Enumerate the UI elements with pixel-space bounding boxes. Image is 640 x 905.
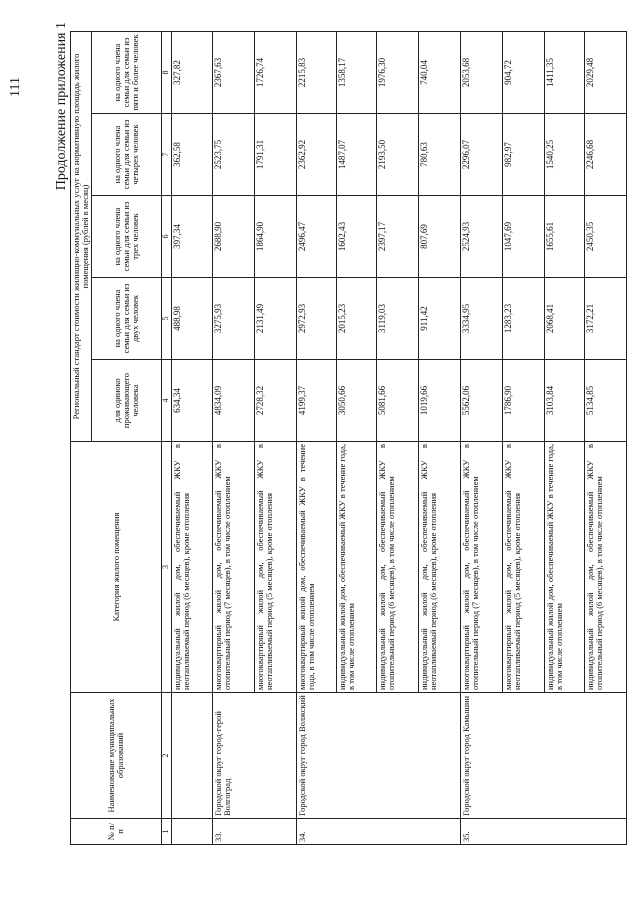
value-family-4: 1791,31 xyxy=(254,114,296,196)
value-family-3: 2688,90 xyxy=(212,196,254,278)
value-single: 5134,85 xyxy=(584,360,626,442)
value-family-4: 2296,07 xyxy=(460,114,502,196)
housing-category: многоквартирный жилой дом, обеспечиваемый ЖКУ в неотапливаемый период (5 месяцев), кроме отопления xyxy=(502,442,544,693)
value-family-3: 2397,17 xyxy=(376,196,418,278)
row-number xyxy=(171,819,212,845)
header-standard-group: Региональный стандарт стоимости жилищно-коммунальных услуг на нормативную площадь жилого помещения (рублей в месяц) xyxy=(71,31,92,441)
housing-category: индивидуальный жилой дом, обеспечиваемый ЖКУ в отопительный период (6 месяцев), в том числе отоплением xyxy=(584,442,626,693)
column-number: 5 xyxy=(162,278,172,360)
value-family-5plus: 2215,83 xyxy=(296,31,336,113)
housing-category: многоквартирный жилой дом, обеспечиваемый ЖКУ в отопительный период (7 месяцев), в том числе отоплением xyxy=(460,442,502,693)
tariff-table xyxy=(70,31,627,845)
value-single: 634,34 xyxy=(171,360,212,442)
header-number: № п/п xyxy=(71,819,162,845)
column-number: 3 xyxy=(162,442,172,693)
page-number: 111 xyxy=(8,77,23,97)
value-family-2: 911,42 xyxy=(418,278,460,360)
row-number: 35. xyxy=(460,819,626,845)
value-family-5plus: 2029,48 xyxy=(584,31,626,113)
housing-category: индивидуальный жилой дом, обеспечиваемый ЖКУ в отопительный период (6 месяцев), в том числе отоплением xyxy=(376,442,418,693)
value-family-2: 2972,93 xyxy=(296,278,336,360)
value-family-4: 1487,07 xyxy=(336,114,376,196)
value-family-3: 2524,93 xyxy=(460,196,502,278)
table-row xyxy=(212,31,254,844)
continuation-caption: Продолжение приложения 1 xyxy=(54,22,69,191)
housing-category: индивидуальный жилой дом, обеспечиваемый ЖКУ в неотапливаемый период (6 месяцев), кроме отопления xyxy=(418,442,460,693)
value-single: 3050,66 xyxy=(336,360,376,442)
table-row xyxy=(460,31,502,844)
value-family-3: 1047,69 xyxy=(502,196,544,278)
housing-category: индивидуальный жилой дом, обеспечиваемый ЖКУ в течение года, в том числе отоплением xyxy=(336,442,376,693)
value-family-5plus: 1976,30 xyxy=(376,31,418,113)
column-number: 1 xyxy=(162,819,172,845)
value-single: 2728,32 xyxy=(254,360,296,442)
value-family-2: 3275,93 xyxy=(212,278,254,360)
value-family-5plus: 2053,68 xyxy=(460,31,502,113)
value-family-2: 2015,23 xyxy=(336,278,376,360)
value-family-4: 2193,50 xyxy=(376,114,418,196)
value-single: 1786,90 xyxy=(502,360,544,442)
column-number: 8 xyxy=(162,31,172,113)
value-family-4: 982,97 xyxy=(502,114,544,196)
value-family-3: 397,34 xyxy=(171,196,212,278)
value-family-4: 2362,92 xyxy=(296,114,336,196)
municipality-name: Городской округ город Волжский xyxy=(296,693,460,819)
value-family-2: 3119,03 xyxy=(376,278,418,360)
value-family-3: 1864,90 xyxy=(254,196,296,278)
table-row xyxy=(296,31,336,844)
header-family-4: на одного члена семьи для семьи из четырех человек xyxy=(92,114,162,196)
header-category: Категория жилого помещения xyxy=(71,442,162,693)
value-family-4: 2523,75 xyxy=(212,114,254,196)
housing-category: индивидуальный жилой дом, обеспечиваемый ЖКУ в неотапливаемый период (6 месяцев), кроме отопления xyxy=(171,442,212,693)
value-single: 4199,37 xyxy=(296,360,336,442)
value-family-2: 488,98 xyxy=(171,278,212,360)
municipality-name: Городской округ город Камышин xyxy=(460,693,626,819)
value-family-5plus: 327,82 xyxy=(171,31,212,113)
value-family-5plus: 2367,63 xyxy=(212,31,254,113)
value-family-4: 1540,25 xyxy=(544,114,584,196)
row-number: 33. xyxy=(212,819,296,845)
housing-category: многоквартирный жилой дом, обеспечиваемый ЖКУ в неотапливаемый период (5 месяцев), кроме отопления xyxy=(254,442,296,693)
housing-category: многоквартирный жилой дом, обеспечиваемый ЖКУ в течение года, в том числе отоплением xyxy=(296,442,336,693)
column-number-row xyxy=(162,31,172,844)
value-family-2: 2068,41 xyxy=(544,278,584,360)
header-family-5plus: на одного члена семьи для семьи из пяти и более человек xyxy=(92,31,162,113)
value-family-3: 2450,35 xyxy=(584,196,626,278)
value-family-4: 2246,68 xyxy=(584,114,626,196)
value-family-3: 2496,47 xyxy=(296,196,336,278)
value-single: 5081,66 xyxy=(376,360,418,442)
header-family-3: на одного члена семьи для семьи из трех человек xyxy=(92,196,162,278)
value-family-2: 1283,23 xyxy=(502,278,544,360)
value-single: 1019,66 xyxy=(418,360,460,442)
header-family-2: на одного члена семьи для семьи из двух человек xyxy=(92,278,162,360)
value-single: 3103,84 xyxy=(544,360,584,442)
column-number: 6 xyxy=(162,196,172,278)
value-family-2: 3172,21 xyxy=(584,278,626,360)
value-family-3: 1602,43 xyxy=(336,196,376,278)
row-number: 34. xyxy=(296,819,460,845)
value-family-5plus: 1726,74 xyxy=(254,31,296,113)
value-family-3: 807,69 xyxy=(418,196,460,278)
column-number: 2 xyxy=(162,693,172,819)
value-family-2: 3334,95 xyxy=(460,278,502,360)
value-single: 5562,06 xyxy=(460,360,502,442)
value-family-5plus: 740,04 xyxy=(418,31,460,113)
value-family-2: 2131,49 xyxy=(254,278,296,360)
value-family-4: 780,63 xyxy=(418,114,460,196)
municipality-name: Городской округ город-герой Волгоград xyxy=(212,693,296,819)
value-family-5plus: 1411,35 xyxy=(544,31,584,113)
value-family-5plus: 1358,17 xyxy=(336,31,376,113)
column-number: 4 xyxy=(162,360,172,442)
municipality-name xyxy=(171,693,212,819)
value-family-3: 1655,61 xyxy=(544,196,584,278)
header-municipality: Наименование муниципальных образований xyxy=(71,693,162,819)
value-single: 4834,09 xyxy=(212,360,254,442)
value-family-4: 362,58 xyxy=(171,114,212,196)
housing-category: многоквартирный жилой дом, обеспечиваемый ЖКУ в отопительный период (7 месяцев), в том числе отоплением xyxy=(212,442,254,693)
column-number: 7 xyxy=(162,114,172,196)
housing-category: индивидуальный жилой дом, обеспечиваемый ЖКУ в течение года, в том числе отоплением xyxy=(544,442,584,693)
value-family-5plus: 904,72 xyxy=(502,31,544,113)
table-row xyxy=(171,31,212,844)
header-single: для одиноко проживающего человека xyxy=(92,360,162,442)
